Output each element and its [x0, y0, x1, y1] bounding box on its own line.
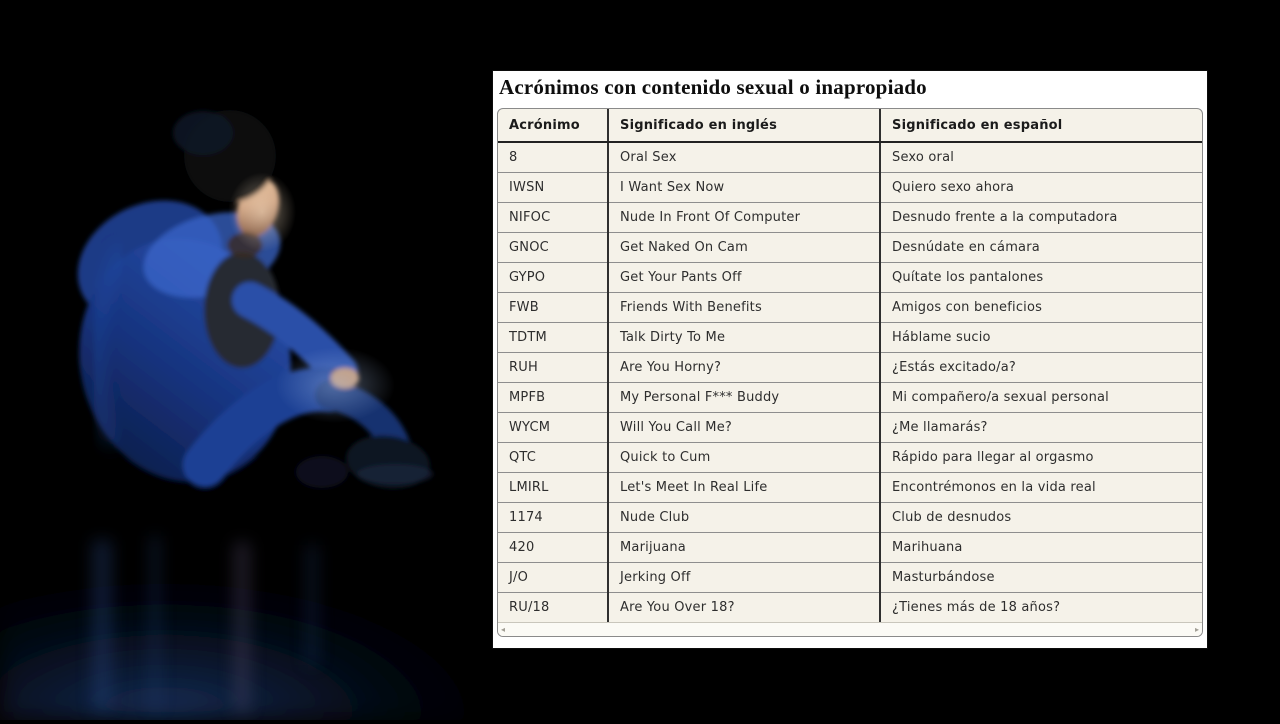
- table-cell: Nude In Front Of Computer: [608, 203, 880, 233]
- table-cell: ¿Estás excitado/a?: [880, 353, 1202, 383]
- table-cell: Will You Call Me?: [608, 413, 880, 443]
- table-row: [498, 503, 1202, 533]
- table-cell: MPFB: [498, 383, 608, 413]
- table-cell: NIFOC: [498, 203, 608, 233]
- table-row: [498, 443, 1202, 473]
- table-cell: ¿Tienes más de 18 años?: [880, 593, 1202, 623]
- table-row: [498, 263, 1202, 293]
- table-row: [498, 413, 1202, 443]
- table-row: [498, 383, 1202, 413]
- table-header-row: [498, 109, 1202, 142]
- table-cell: FWB: [498, 293, 608, 323]
- header-significado-ingles: Significado en inglés: [608, 109, 880, 142]
- table-cell: Sexo oral: [880, 142, 1202, 173]
- table-cell: Rápido para llegar al orgasmo: [880, 443, 1202, 473]
- acronyms-table-container: [497, 108, 1203, 637]
- table-cell: Amigos con beneficios: [880, 293, 1202, 323]
- table-cell: ¿Me llamarás?: [880, 413, 1202, 443]
- table-cell: IWSN: [498, 173, 608, 203]
- table-cell: Desnudo frente a la computadora: [880, 203, 1202, 233]
- table-cell: J/O: [498, 563, 608, 593]
- table-row: [498, 293, 1202, 323]
- table-cell: 420: [498, 533, 608, 563]
- table-cell: Are You Over 18?: [608, 593, 880, 623]
- table-cell: 8: [498, 142, 608, 173]
- table-cell: Quiero sexo ahora: [880, 173, 1202, 203]
- table-cell: Encontrémonos en la vida real: [880, 473, 1202, 503]
- acronyms-table: [498, 109, 1202, 622]
- table-cell: Get Naked On Cam: [608, 233, 880, 263]
- header-acronimo: Acrónimo: [498, 109, 608, 142]
- table-cell: GYPO: [498, 263, 608, 293]
- table-cell: My Personal F*** Buddy: [608, 383, 880, 413]
- table-cell: Let's Meet In Real Life: [608, 473, 880, 503]
- table-cell: LMIRL: [498, 473, 608, 503]
- table-row: [498, 473, 1202, 503]
- table-cell: Friends With Benefits: [608, 293, 880, 323]
- table-cell: QTC: [498, 443, 608, 473]
- table-row: [498, 233, 1202, 263]
- table-cell: RUH: [498, 353, 608, 383]
- table-cell: Desnúdate en cámara: [880, 233, 1202, 263]
- scroll-left-icon[interactable]: ◂: [501, 625, 506, 634]
- scroll-right-icon[interactable]: ▸: [1194, 625, 1199, 634]
- header-significado-espanol: Significado en español: [880, 109, 1202, 142]
- table-cell: Masturbándose: [880, 563, 1202, 593]
- table-body: [498, 142, 1202, 622]
- table-row: [498, 353, 1202, 383]
- photo-child-illustration: [0, 0, 493, 720]
- table-horizontal-scrollbar[interactable]: [498, 622, 1202, 636]
- table-cell: Marihuana: [880, 533, 1202, 563]
- table-row: [498, 173, 1202, 203]
- table-cell: Marijuana: [608, 533, 880, 563]
- table-cell: TDTM: [498, 323, 608, 353]
- table-row: [498, 563, 1202, 593]
- photo-child-using-phone: [0, 0, 493, 720]
- table-cell: WYCM: [498, 413, 608, 443]
- table-row: [498, 142, 1202, 173]
- table-cell: Mi compañero/a sexual personal: [880, 383, 1202, 413]
- table-cell: 1174: [498, 503, 608, 533]
- table-cell: Are You Horny?: [608, 353, 880, 383]
- table-row: [498, 203, 1202, 233]
- table-cell: GNOC: [498, 233, 608, 263]
- table-cell: Club de desnudos: [880, 503, 1202, 533]
- table-cell: Quítate los pantalones: [880, 263, 1202, 293]
- table-cell: Oral Sex: [608, 142, 880, 173]
- table-cell: I Want Sex Now: [608, 173, 880, 203]
- table-cell: Talk Dirty To Me: [608, 323, 880, 353]
- table-cell: RU/18: [509, 600, 550, 615]
- table-row: [498, 533, 1202, 563]
- table-cell: Háblame sucio: [880, 323, 1202, 353]
- table-cell: Nude Club: [608, 503, 880, 533]
- table-cell: Jerking Off: [608, 563, 880, 593]
- table-row: [498, 323, 1202, 353]
- table-cell: Get Your Pants Off: [608, 263, 880, 293]
- table-row: [498, 593, 1202, 623]
- table-cell: Quick to Cum: [608, 443, 880, 473]
- table-title: Acrónimos con contenido sexual o inapropiado: [499, 75, 927, 99]
- acronyms-panel: [493, 71, 1207, 648]
